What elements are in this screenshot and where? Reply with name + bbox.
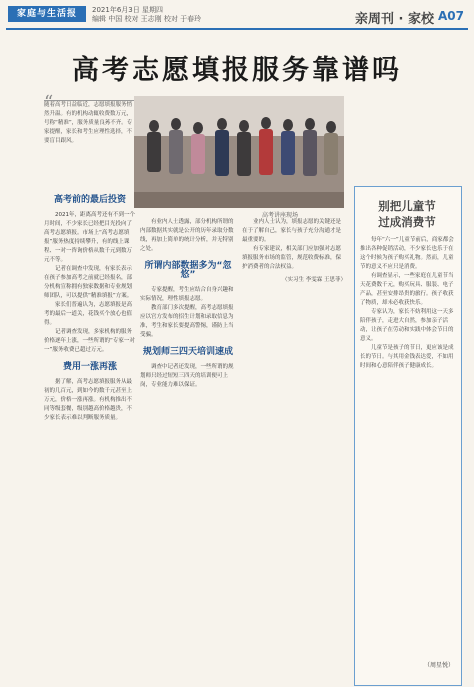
article-photo	[134, 96, 344, 208]
article-headline: 高考志愿填报服务靠谱吗	[72, 55, 402, 86]
photo-caption: 高考讲座现场	[262, 212, 299, 219]
paragraph: 有业内人士透露，部分机构所谓的内部数据其实就是公开的历年录取分数线，再加上简单的统计分析，并无特别之处。	[140, 219, 234, 252]
subhead-3: 所谓内部数据多为“忽悠”	[144, 261, 232, 280]
paragraph: 记者调查发现，多家机构的服务价格逐年上涨，一些所谓的“专家一对一”服务收费已超过万元。	[44, 329, 135, 353]
quote-mark-icon: “	[44, 92, 54, 113]
paragraph: 教育部门多次提醒，高考志愿填报应以官方发布的招生计划和录取信息为准，考生和家长要提高警惕，谨防上当受骗。	[140, 305, 234, 338]
subhead-4: 规划师三四天培训速成	[142, 347, 233, 357]
paragraph: 专家认为，家长不妨利用这一天多陪伴孩子，走进大自然，参加亲子活动，让孩子在劳动和实践中体会节日的意义。	[360, 309, 454, 342]
header-rule	[6, 28, 468, 30]
page-number: A07	[438, 9, 464, 23]
paragraph: 家长们普遍认为，志愿填报是高考的最后一道关，花钱买个放心也值得。	[44, 302, 133, 326]
paragraph: 每年“六一”儿童节前后，商家都会推出各种促销活动，不少家长也乐于在这个时候为孩子购买礼物。然而，儿童节的意义不应只是消费。	[360, 237, 454, 270]
byline: （实习生 李雯霖 王思菲）	[282, 277, 346, 283]
sidebar-title-line1: 别把儿童节	[378, 199, 436, 213]
paragraph: 业内人士认为，填报志愿的关键还是在于了解自己，家长与孩子充分沟通才是最重要的。	[242, 219, 342, 243]
paragraph: 有专家建议，相关部门应加强对志愿填报服务市场的监管，规范收费标准，保护消费者的合法权益。	[242, 246, 342, 270]
text-column-1	[44, 186, 136, 684]
paragraph: 调查中记者还发现，一些所谓的规划师只经过短短三四天的培训便可上岗，专业能力难以保证。	[140, 364, 234, 388]
issue-info	[92, 6, 242, 24]
issue-date: 2021年6月3日 星期四	[92, 6, 163, 14]
photo-illustration	[134, 96, 344, 208]
newspaper-masthead: 家庭与生活报	[8, 6, 86, 22]
editor-line: 编辑 中国 校对 王志刚 校对 于春玲	[92, 15, 202, 23]
subhead-2: 费用一涨再涨	[62, 362, 117, 372]
intro-quote: 随着高考日益临近，志愿填报服务悄然升温。有的机构动辄收费数万元，号称“精准”，服务质量良莠不齐。专家提醒，家长和考生应理性选择，不要盲目跟风。	[44, 100, 136, 181]
paragraph: 据了解，高考志愿填报服务从最初的几百元，到如今的数千元甚至上万元，价格一涨再涨。有机构推出不同等级套餐，级别越高价格越贵，不少家长表示难以判断服务质量。	[44, 379, 133, 421]
paragraph: 儿童节是孩子的节日，更应该是成长的节日。与其用金钱表达爱，不如用时间和心意陪伴孩子健康成长。	[360, 345, 454, 369]
paragraph: 2021年，距离高考还有不到一个月时间，不少家长已经把目光投向了高考志愿填报。市场上“高考志愿填报”服务热度持续攀升，有的线上课程、一对一咨询价格从数千元到数万元不等。	[44, 212, 135, 263]
paragraph: 记者在调查中发现，有家长表示在孩子参加高考之前就已经报名，部分机构宣称拥有独家数据和专业规划师团队，可以提供“精准填报”方案。	[44, 266, 133, 299]
text-column-2	[140, 218, 236, 684]
sidebar-author: （周星悦）	[423, 662, 454, 669]
text-column-3	[242, 218, 346, 684]
paragraph: 有调查显示，一些家庭在儿童节当天花费数千元，购买玩具、服装、电子产品，甚至安排昂贵的旅行。孩子收获了物质，却未必收获快乐。	[360, 273, 454, 306]
sidebar-title-line2: 过成消费节	[378, 215, 436, 229]
section-title: 亲周刊 · 家校	[355, 12, 434, 27]
paragraph: 专家提醒，考生应结合自身兴趣和实际情况，理性填报志愿。	[140, 287, 234, 302]
subhead-1: 高考前的最后投资	[53, 195, 126, 205]
sidebar-text	[360, 236, 454, 654]
